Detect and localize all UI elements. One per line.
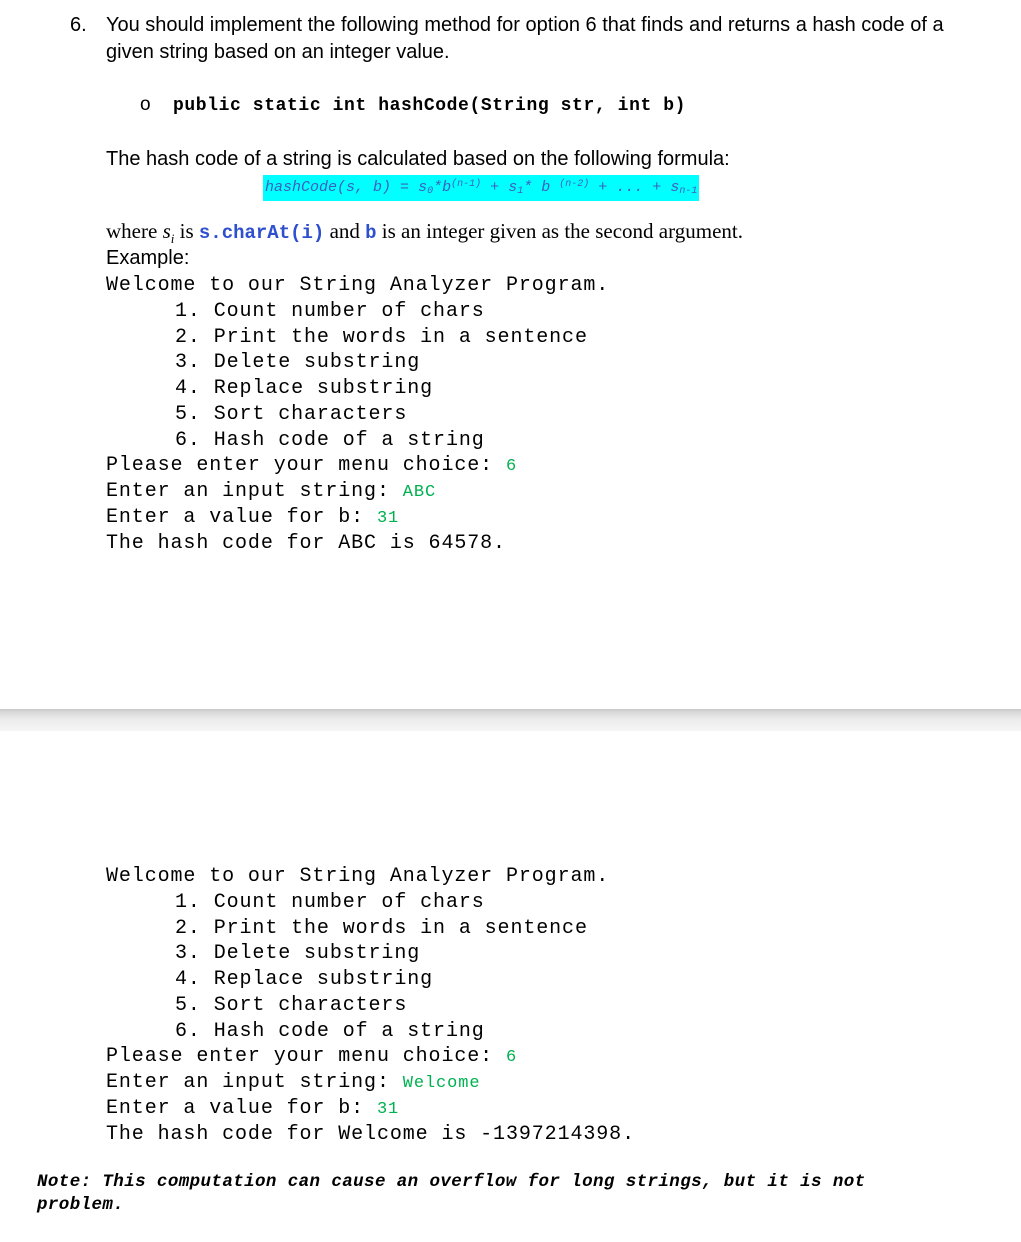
b-line bbox=[106, 506, 399, 529]
formula-s1: s bbox=[508, 179, 518, 196]
choice-prompt: Please enter your menu choice: bbox=[106, 454, 506, 477]
formula-s0-sub: 0 bbox=[427, 186, 434, 197]
input-prompt: Enter an input string: bbox=[106, 480, 403, 503]
result-line: The hash code for Welcome is -1397214398. bbox=[106, 1123, 635, 1146]
note-line2: problem. bbox=[37, 1195, 125, 1215]
menu-item-delete-substring: 3. Delete substring bbox=[175, 351, 421, 374]
where-prefix: where bbox=[106, 219, 163, 243]
bullet-icon: o bbox=[140, 94, 151, 115]
menu-item-sort-characters: 5. Sort characters bbox=[175, 994, 408, 1017]
b-line bbox=[106, 1097, 399, 1120]
method-signature: public static int hashCode(String str, int b) bbox=[173, 96, 687, 116]
choice-value: 6 bbox=[505, 457, 518, 476]
formula-eq: = bbox=[400, 179, 410, 196]
b-code: b bbox=[365, 222, 377, 244]
input-prompt: Enter an input string: bbox=[106, 1071, 403, 1094]
formula-b2: * b bbox=[523, 179, 551, 196]
b-value: 31 bbox=[376, 509, 400, 528]
formula-exp1: (n-1) bbox=[451, 179, 482, 190]
page-divider bbox=[0, 709, 1021, 731]
menu-item-hash-code: 6. Hash code of a string bbox=[175, 429, 485, 452]
where-line bbox=[106, 219, 743, 247]
menu-item-replace-substring: 4. Replace substring bbox=[175, 377, 434, 400]
choice-line bbox=[106, 1045, 517, 1068]
si-sub: i bbox=[170, 231, 175, 247]
task-description-line1: You should implement the following method for option 6 that finds and returns a hash code of a bbox=[106, 14, 944, 36]
choice-prompt: Please enter your menu choice: bbox=[106, 1045, 506, 1068]
b-prompt: Enter a value for b: bbox=[106, 1097, 377, 1120]
where-suffix: is an integer given as the second argument. bbox=[376, 219, 743, 243]
b-value: 31 bbox=[376, 1100, 400, 1119]
si-letter: s bbox=[162, 219, 171, 243]
note-line1: Note: This computation can cause an overflow for long strings, but it is not bbox=[37, 1172, 866, 1192]
menu-item-hash-code: 6. Hash code of a string bbox=[175, 1020, 485, 1043]
input-value: ABC bbox=[402, 483, 437, 502]
formula-exp2: (n-2) bbox=[559, 179, 590, 190]
formula bbox=[263, 175, 699, 201]
charat-code: s.charAt(i) bbox=[198, 222, 325, 244]
where-is: is bbox=[174, 219, 199, 243]
formula-intro: The hash code of a string is calculated based on the following formula: bbox=[106, 148, 730, 170]
formula-s1-sub: 1 bbox=[517, 186, 524, 197]
result-line: The hash code for ABC is 64578. bbox=[106, 532, 506, 555]
task-number: 6. bbox=[70, 14, 87, 36]
b-prompt: Enter a value for b: bbox=[106, 506, 377, 529]
formula-plus1: + bbox=[490, 179, 500, 196]
input-line bbox=[106, 480, 436, 503]
menu-item-print-words: 2. Print the words in a sentence bbox=[175, 326, 588, 349]
menu-item-count-chars: 1. Count number of chars bbox=[175, 300, 485, 323]
task-description-line2: given string based on an integer value. bbox=[106, 41, 450, 63]
menu-item-sort-characters: 5. Sort characters bbox=[175, 403, 408, 426]
si-symbol bbox=[162, 219, 175, 247]
example-label: Example: bbox=[106, 247, 190, 269]
welcome-line: Welcome to our String Analyzer Program. bbox=[106, 274, 610, 297]
choice-line bbox=[106, 454, 517, 477]
formula-s0: s bbox=[418, 179, 428, 196]
formula-sn-sub: n-1 bbox=[679, 186, 698, 197]
menu-item-replace-substring: 4. Replace substring bbox=[175, 968, 434, 991]
formula-b1: *b bbox=[433, 179, 452, 196]
input-value: Welcome bbox=[402, 1074, 481, 1093]
menu-item-print-words: 2. Print the words in a sentence bbox=[175, 917, 588, 940]
formula-sn: s bbox=[670, 179, 680, 196]
menu-item-delete-substring: 3. Delete substring bbox=[175, 942, 421, 965]
menu-item-count-chars: 1. Count number of chars bbox=[175, 891, 485, 914]
welcome-line: Welcome to our String Analyzer Program. bbox=[106, 865, 610, 888]
choice-value: 6 bbox=[505, 1048, 518, 1067]
formula-lhs: hashCode(s, b) bbox=[265, 179, 392, 196]
formula-plus2: + ... + bbox=[598, 179, 662, 196]
input-line bbox=[106, 1071, 480, 1094]
where-and: and bbox=[324, 219, 366, 243]
